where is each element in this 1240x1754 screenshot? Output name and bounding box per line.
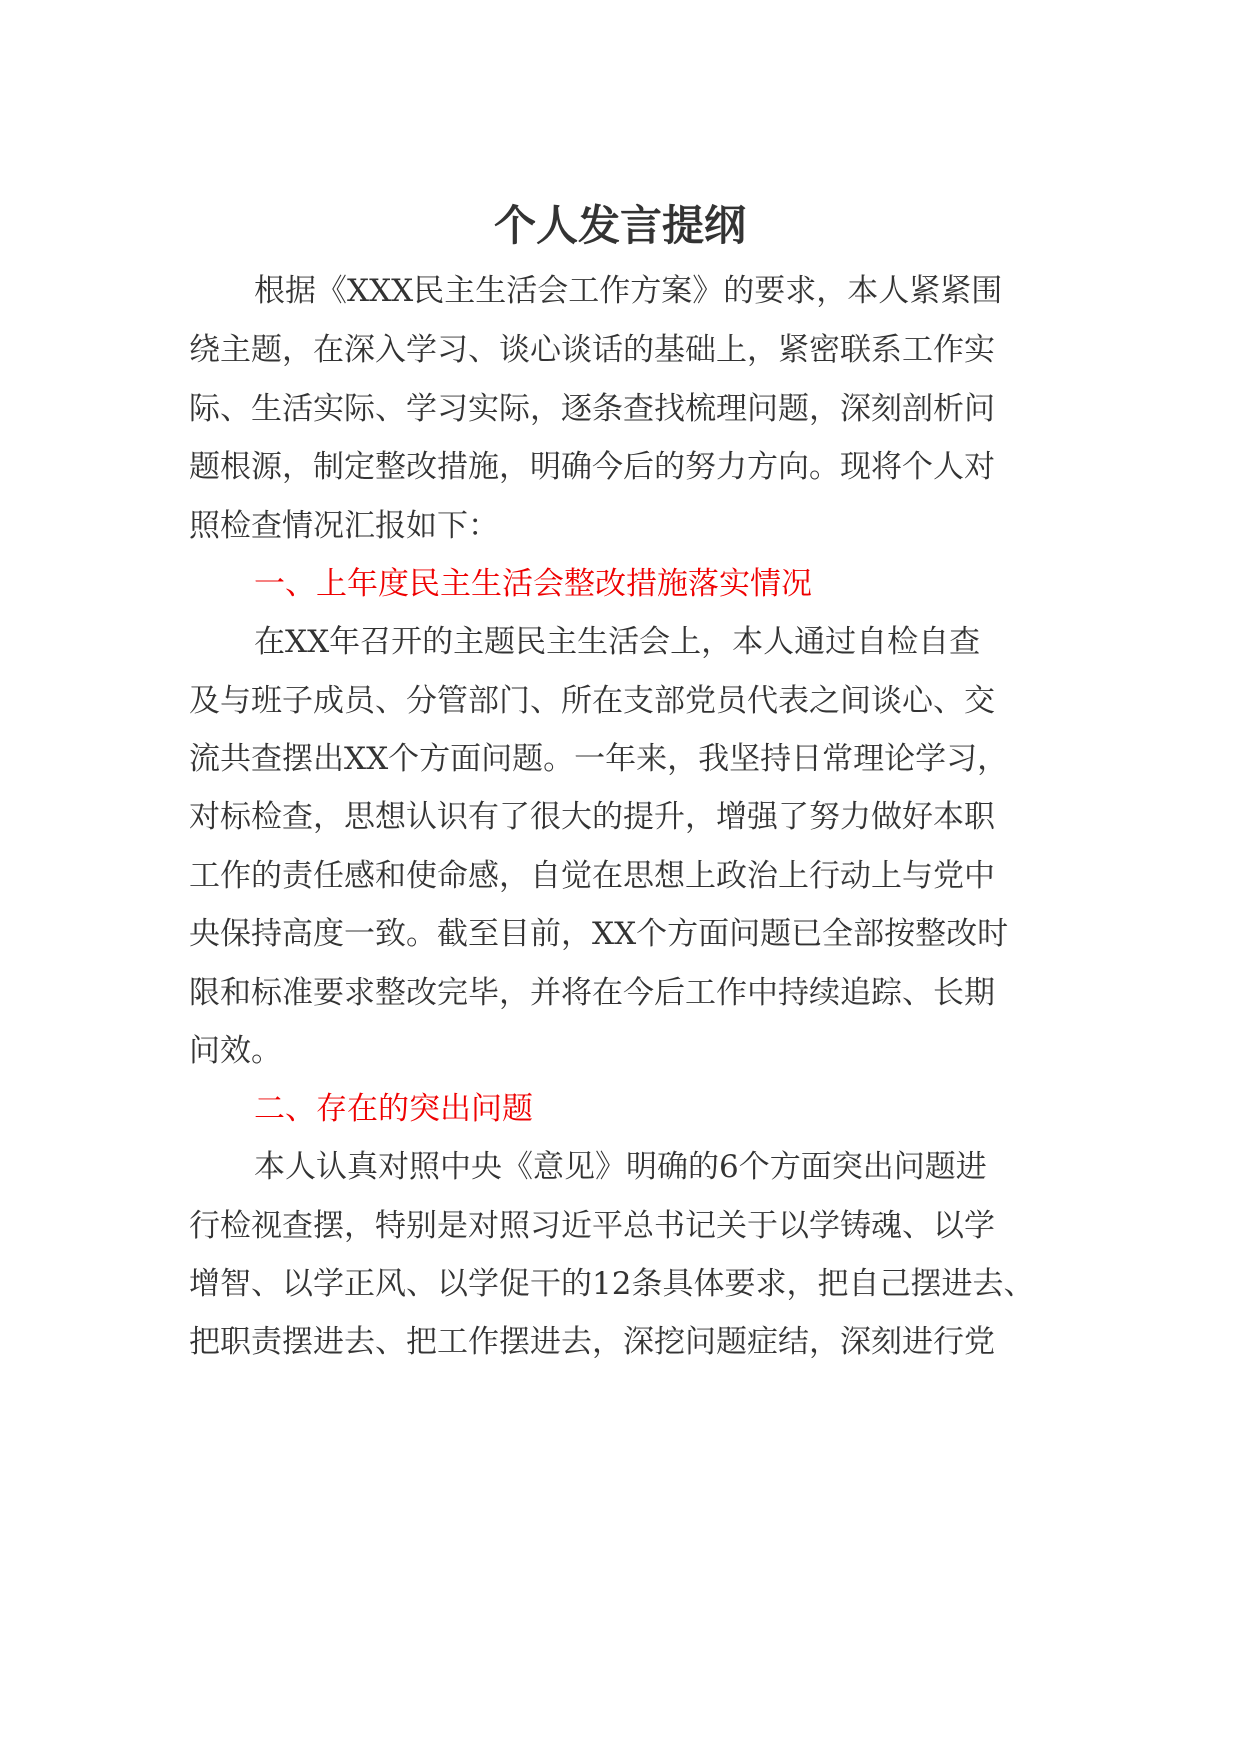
section-1-line-7: 限和标准要求整改完毕，并将在今后工作中持续追踪、长期 [189, 975, 995, 1011]
section-1-line-2: 及与班子成员、分管部门、所在支部党员代表之间谈心、交 [189, 683, 995, 719]
section-1-heading: 一、上年度民主生活会整改措施落实情况 [254, 566, 812, 602]
section-1-line-1: 在XX年召开的主题民主生活会上，本人通过自检自查 [254, 624, 981, 660]
section-1-line-4: 对标检查，思想认识有了很大的提升，增强了努力做好本职 [189, 799, 995, 835]
intro-line-4: 题根源，制定整改措施，明确今后的努力方向。现将个人对 [189, 449, 995, 485]
intro-line-5: 照检查情况汇报如下： [189, 508, 499, 544]
intro-line-1: 根据《XXX民主生活会工作方案》的要求，本人紧紧围 [254, 273, 1003, 309]
section-2-line-3: 增智、以学正风、以学促干的12条具体要求，把自己摆进去、 [189, 1266, 1035, 1302]
document-title: 个人发言提纲 [493, 201, 746, 250]
intro-line-3: 际、生活实际、学习实际，逐条查找梳理问题，深刻剖析问 [189, 391, 995, 427]
section-2-heading: 二、存在的突出问题 [254, 1091, 533, 1127]
section-2-line-1: 本人认真对照中央《意见》明确的6个方面突出问题进 [254, 1149, 987, 1185]
section-2-line-2: 行检视查摆，特别是对照习近平总书记关于以学铸魂、以学 [189, 1208, 995, 1244]
section-2-line-4: 把职责摆进去、把工作摆进去，深挖问题症结，深刻进行党 [189, 1324, 995, 1360]
section-1-line-5: 工作的责任感和使命感，自觉在思想上政治上行动上与党中 [189, 858, 995, 894]
section-1-line-6: 央保持高度一致。截至目前，XX个方面问题已全部按整改时 [189, 916, 1009, 952]
intro-line-2: 绕主题，在深入学习、谈心谈话的基础上，紧密联系工作实 [189, 332, 995, 368]
section-1-line-3: 流共查摆出XX个方面问题。一年来，我坚持日常理论学习， [189, 741, 1009, 777]
section-1-line-8: 问效。 [189, 1033, 282, 1069]
